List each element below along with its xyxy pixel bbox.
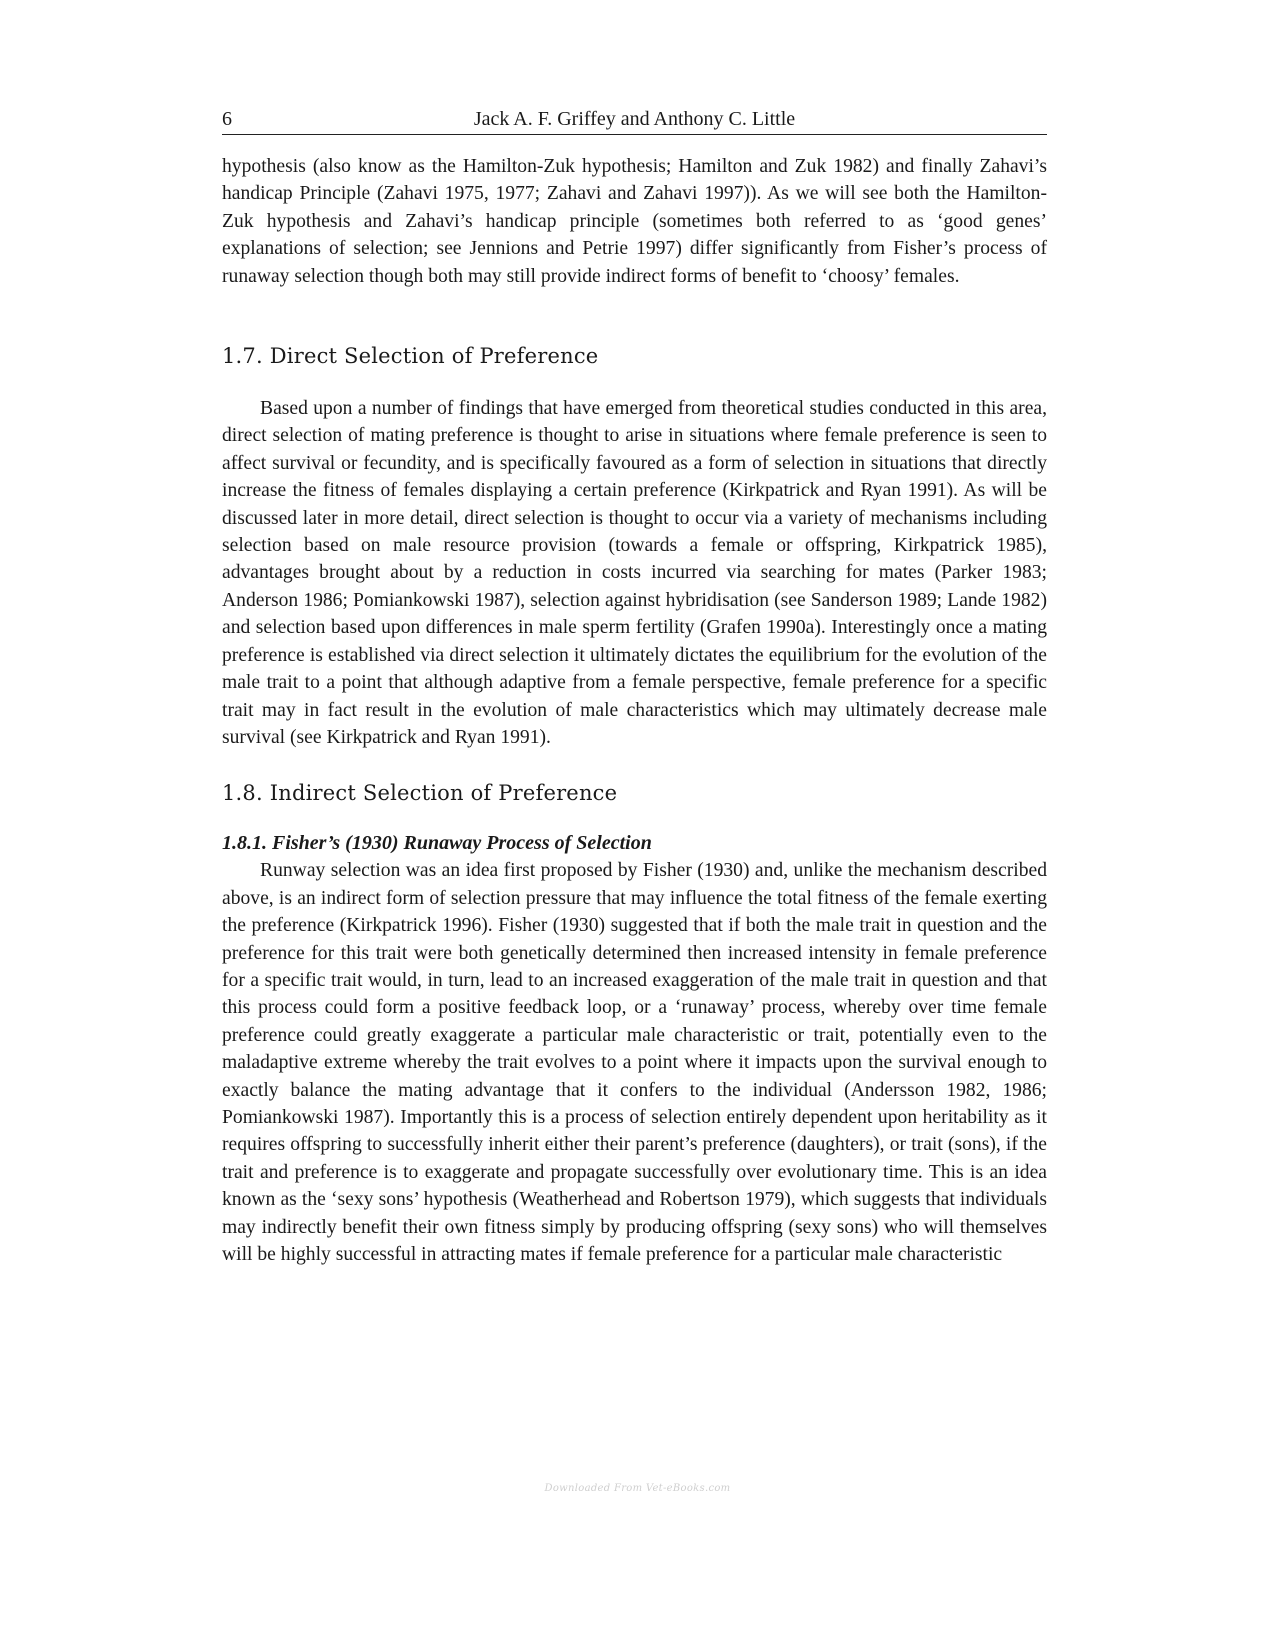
page-number: 6 — [222, 108, 232, 130]
direct-selection-paragraph: Based upon a number of findings that have emerged from theoretical studies conducted in this area, direct selection of mating preference is thought to arise in situations where female preference is seen to affect survival or fecundity, and is specifically favoured as a form of selection in situations that directly increase the fitness of females displaying a certain preference (Kirkpatrick and Ryan 1991). As will be discussed later in more detail, direct selection is thought to occur via a variety of mechanisms including selection based on male resource provision (towards a female or offspring, Kirkpatrick 1985), advantages brought about by a reduction in costs incurred via searching for mates (Parker 1983; Anderson 1986; Pomiankowski 1987), selection against hybridisation (see Sanderson 1989; Lande 1982) and selection based upon differences in male sperm fertility (Grafen 1990a). Interestingly once a mating preference is established via direct selection it ultimately dictates the equilibrium for the evolution of the male trait to a point that although adaptive from a female perspective, female preference for a specific trait may in fact result in the evolution of male characteristics which may ultimately decrease male survival (see Kirkpatrick and Ryan 1991). — [222, 398, 1047, 748]
section-heading-1-8: 1.8. Indirect Selection of Preference — [222, 781, 618, 806]
watermark: Downloaded From Vet-eBooks.com — [544, 1483, 731, 1494]
runaway-selection-paragraph: Runway selection was an idea first proposed by Fisher (1930) and, unlike the mechanism described above, is an indirect form of selection pressure that may influence the total fitness of the female exerting the preference (Kirkpatrick 1996). Fisher (1930) suggested that if both the male trait in question and the preference for this trait were both genetically determined then increased intensity in female preference for a specific trait would, in turn, lead to an increased exaggeration of the male trait in question and that this process could form a positive feedback loop, or a ‘runaway’ process, whereby over time female preference could greatly exaggerate a particular male characteristic or trait, potentially even to the maladaptive extreme whereby the trait evolves to a point where it impacts upon the survival enough to exactly balance the mating advantage that it confers to the individual (Andersson 1982, 1986; Pomiankowski 1987). Importantly this is a process of selection entirely dependent upon heritability as it requires offspring to successfully inherit either their parent’s preference (daughters), or trait (sons), if the trait and preference is to exaggerate and propagate successfully over evolutionary time. This is an idea known as the ‘sexy sons’ hypothesis (Weatherhead and Robertson 1979), which suggests that individuals may indirectly benefit their own fitness simply by producing offspring (sexy sons) who will themselves will be highly successful in attracting mates if female preference for a particular male characteristic — [222, 860, 1047, 1265]
running-title: Jack A. F. Griffey and Anthony C. Little — [473, 108, 796, 130]
page-header — [222, 102, 1047, 135]
document-page — [222, 102, 1047, 1268]
section-heading-1-7: 1.7. Direct Selection of Preference — [222, 344, 599, 369]
subsection-heading-1-8-1: 1.8.1. Fisher’s (1930) Runaway Process of Selection — [222, 832, 652, 855]
intro-paragraph: hypothesis (also know as the Hamilton-Zuk hypothesis; Hamilton and Zuk 1982) and finally Zahavi’s handicap Principle (Zahavi 1975, 1977; Zahavi and Zahavi 1997)). As we will see both the Hamilton-Zuk hypothesis and Zahavi’s handicap principle (sometimes both referred to as ‘good genes’ explanations of selection; see Jennions and Petrie 1997) differ significantly from Fisher’s process of runaway selection though both may still provide indirect forms of benefit to ‘choosy’ females. — [222, 156, 1047, 287]
